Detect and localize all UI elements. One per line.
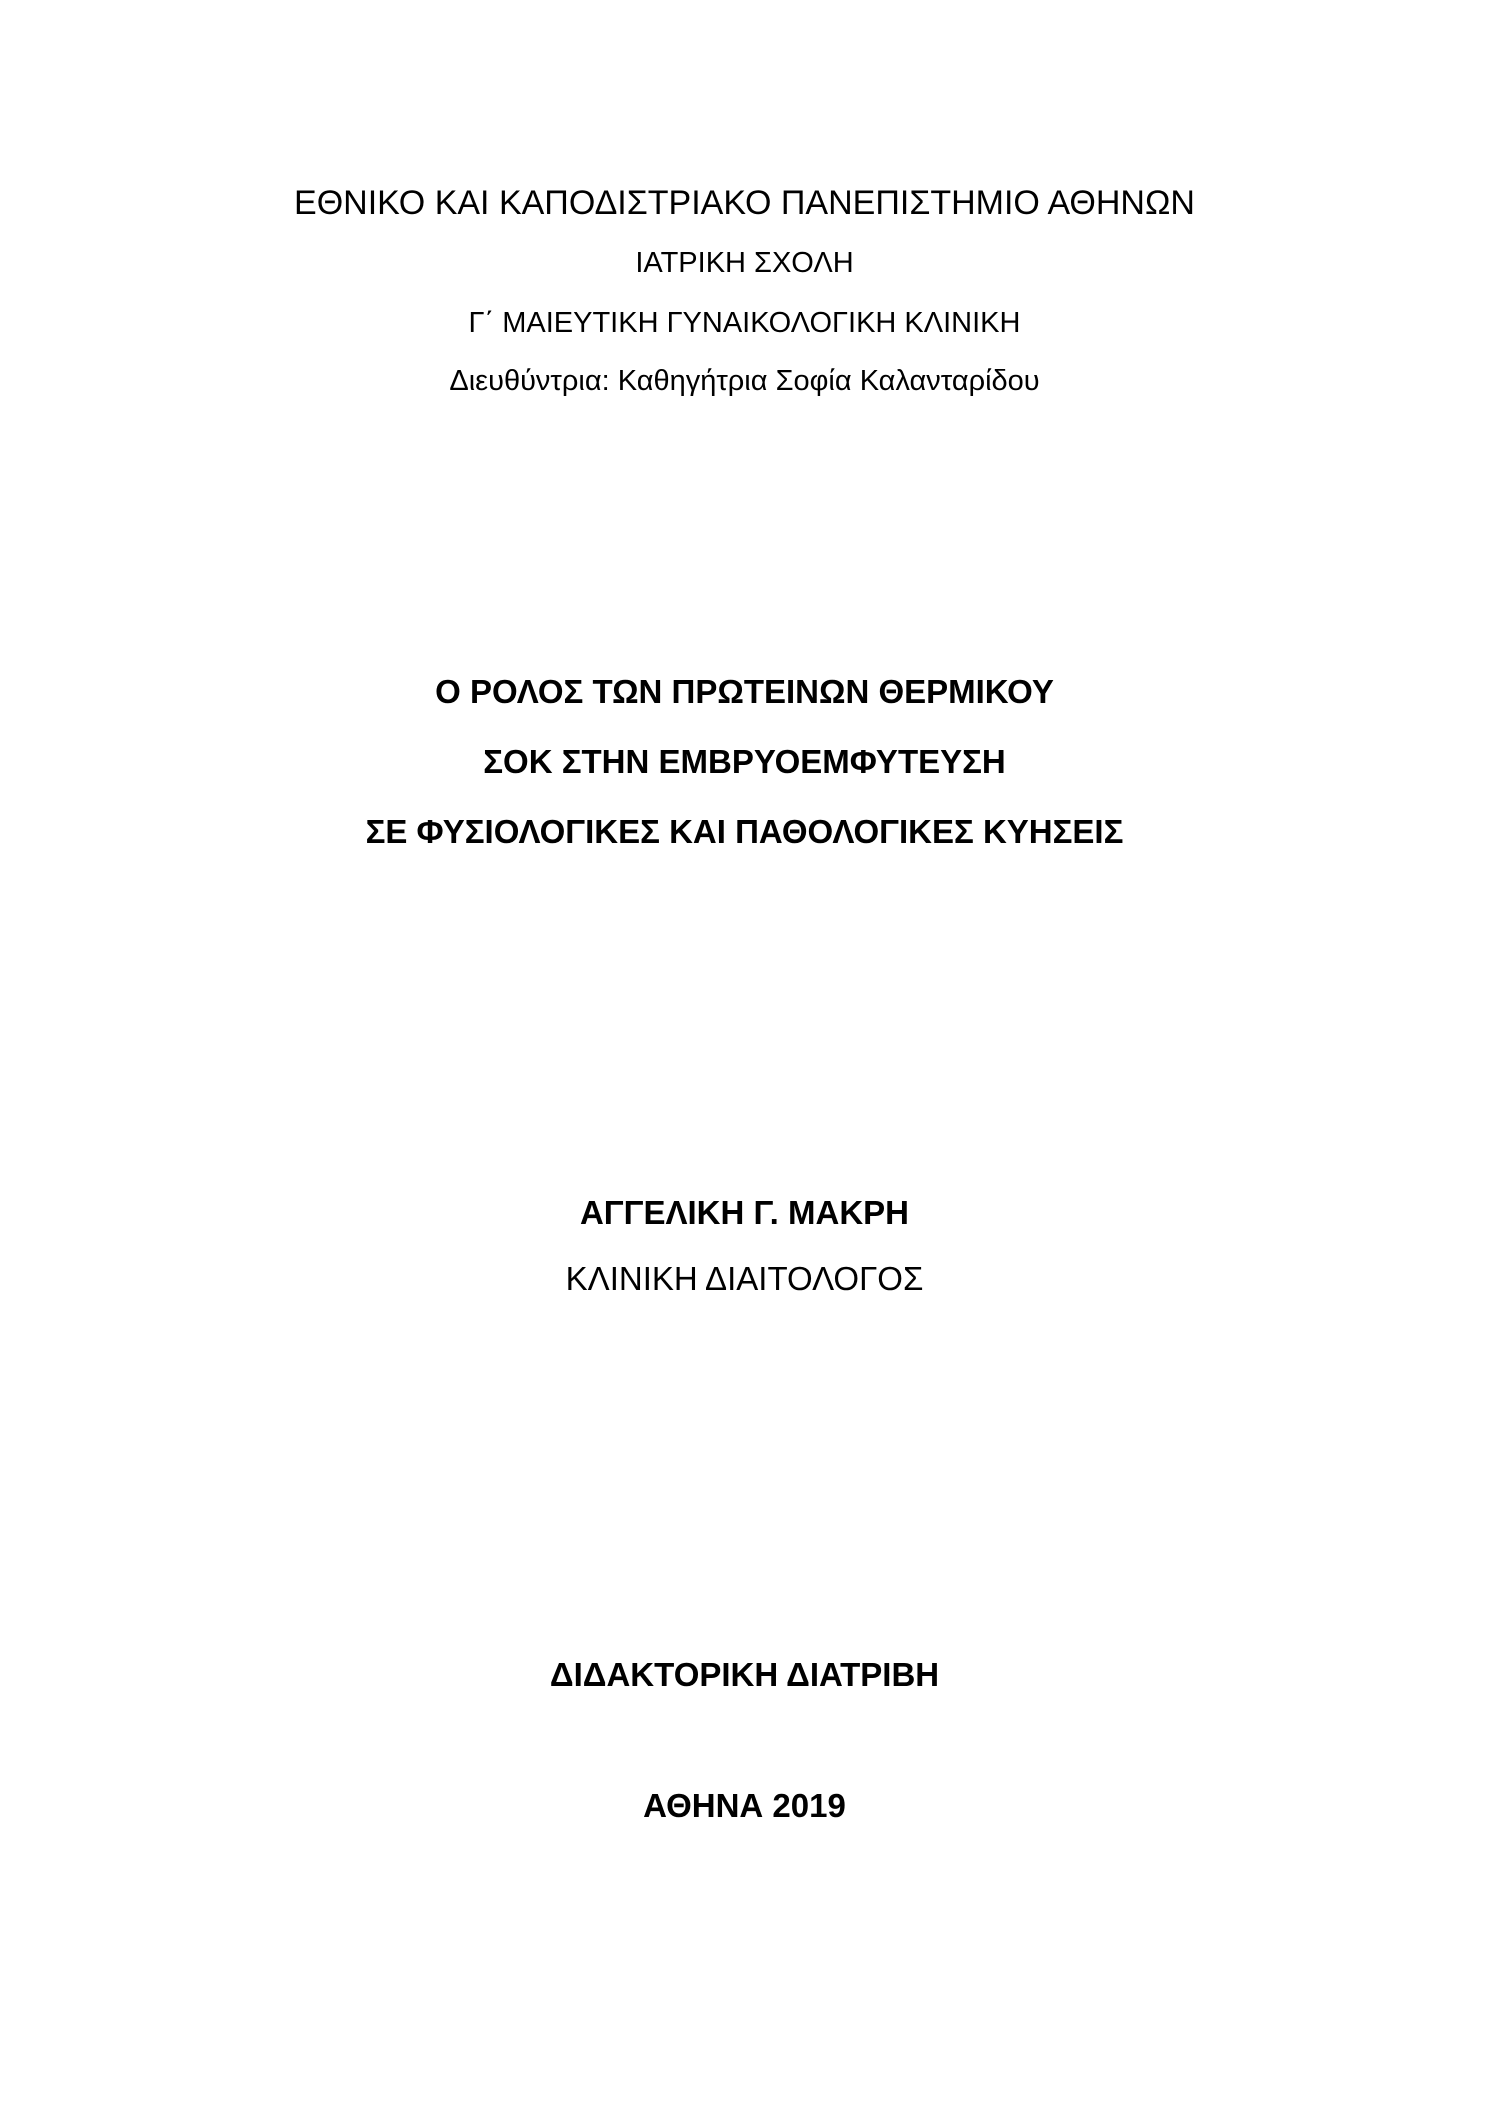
place-year: ΑΘΗΝΑ 2019 <box>643 1787 846 1824</box>
thesis-title-line-1: Ο ΡΟΛΟΣ ΤΩΝ ΠΡΩΤΕΙΝΩΝ ΘΕΡΜΙΚΟΥ <box>435 673 1054 710</box>
thesis-title-line-3: ΣΕ ΦΥΣΙΟΛΟΓΙΚΕΣ ΚΑΙ ΠΑΘΟΛΟΓΙΚΕΣ ΚΥΗΣΕΙΣ <box>365 813 1124 850</box>
document-type: ΔΙΔΑΚΤΟΡΙΚΗ ΔΙΑΤΡΙΒΗ <box>549 1656 940 1693</box>
school-name: ΙΑΤΡΙΚΗ ΣΧΟΛΗ <box>635 247 854 279</box>
author-name: ΑΓΓΕΛΙΚΗ Γ. ΜΑΚΡΗ <box>579 1194 910 1231</box>
author-role: ΚΛΙΝΙΚΗ ΔΙΑΙΤΟΛΟΓΟΣ <box>565 1260 924 1297</box>
thesis-title-line-2: ΣΟΚ ΣΤΗΝ ΕΜΒΡΥΟΕΜΦΥΤΕΥΣΗ <box>483 743 1006 780</box>
director-line: Διευθύντρια: Καθηγήτρια Σοφία Καλανταρίδου <box>449 365 1040 397</box>
university-name: ΕΘΝΙΚΟ ΚΑΙ ΚΑΠΟΔΙΣΤΡΙΑΚΟ ΠΑΝΕΠΙΣΤΗΜΙΟ ΑΘΗΝΩΝ <box>294 184 1195 222</box>
clinic-name: Γ΄ ΜΑΙΕΥΤΙΚΗ ΓΥΝΑΙΚΟΛΟΓΙΚΗ ΚΛΙΝΙΚΗ <box>468 307 1021 339</box>
